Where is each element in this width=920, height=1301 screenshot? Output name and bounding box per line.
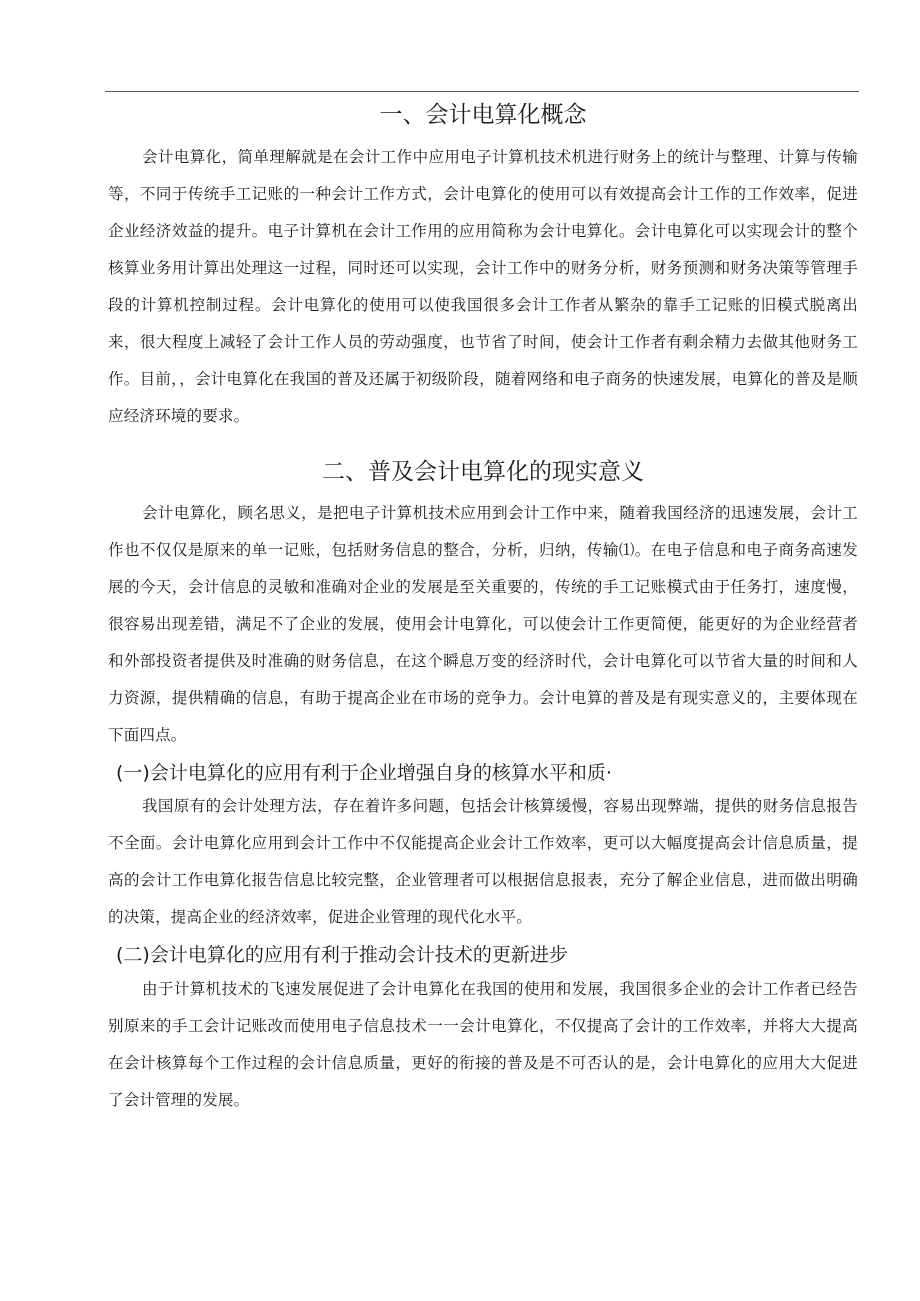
section-heading-significance: 二、普及会计电算化的现实意义 — [322, 458, 644, 485]
paragraph-subsection-2: 由于计算机技术的飞速发展促进了会计电算化在我国的使用和发展，我国很多企业的会计工作者已经告别原来的手工会计记账改而使用电子信息技术一一会计电算化，不仅提高了会计的工作效率，并将大大提高在会计核算每个工作过程的会计信息质量，更好的衔接的普及是不可否认的是，会计电算化的应用大大促进了会计管理的发展。 — [108, 979, 858, 1109]
paragraph-significance: 会计电算化，顾名思义，是把电子计算机技术应用到会计工作中来，随着我国经济的迅速发展，会计工作也不仅仅是原来的单一记账，包括财务信息的整合，分析，归纳，传输⑴。在电子信息和电子商务高速发展的今天，会计信息的灵敏和准确对企业的发展是至关重要的，传统的手工记账模式由于任务打，速度慢，很容易出现差错，满足不了企业的发展，使用会计电算化，可以使会计工作更简便，能更好的为企业经营者和外部投资者提供及时准确的财务信息，在这个瞬息万变的经济时代，会计电算化可以节省大量的时间和人力资源，提供精确的信息，有助于提高企业在市场的竞争力。会计电算的普及是有现实意义的，主要体现在下面四点。 — [108, 504, 858, 744]
document-body — [108, 96, 858, 1119]
header-rule — [105, 91, 859, 92]
subsection-heading-1: (一)会计电算化的应用有利于企业增强自身的核算水平和质· — [116, 762, 612, 784]
paragraph-subsection-1: 我国原有的会计处理方法，存在着许多问题，包括会计核算缓慢，容易出现弊端，提供的财务信息报告不全面。会计电算化应用到会计工作中不仅能提高企业会计工作效率，更可以大幅度提高会计信息质量，提高的会计工作电算化报告信息比较完整，企业管理者可以根据信息报表，充分了解企业信息，进而做出明确的决策，提高企业的经济效率，促进企业管理的现代化水平。 — [108, 797, 858, 927]
section-heading-concept: 一、会计电算化概念 — [379, 102, 587, 128]
subsection-heading-2: (二)会计电算化的应用有利于推动会计技术的更新进步 — [116, 944, 568, 967]
paragraph-concept: 会计电算化，简单理解就是在会计工作中应用电子计算机技术机进行财务上的统计与整理、计算与传输等，不同于传统手工记账的一种会计工作方式，会计电算化的使用可以有效提高会计工作的工作效率，促进企业经济效益的提升。电子计算机在会计工作用的应用简称为会计电算化。会计电算化可以实现会计的整个核算业务用计算出处理这一过程，同时还可以实现，会计工作中的财务分析，财务预测和财务决策等管理手段的计算机控制过程。会计电算化的使用可以使我国很多会计工作者从繁杂的靠手工记账的旧模式脱离出来，很大程度上减轻了会计工作人员的劳动强度，也节省了时间，使会计工作者有剩余精力去做其他财务工作。目前，，会计电算化在我国的普及还属于初级阶段，随着网络和电子商务的快速发展，电算化的普及是顺应经济环境的要求。 — [108, 147, 858, 425]
